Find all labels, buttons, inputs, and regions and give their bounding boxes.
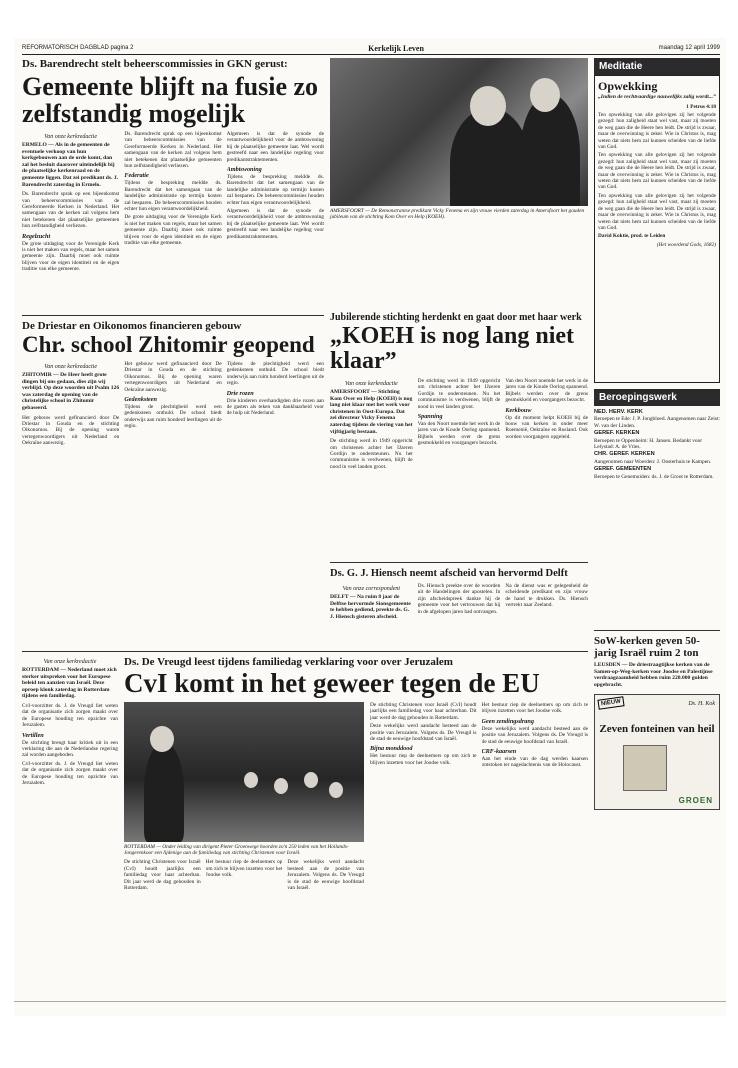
ad-title: Zeven fonteinen van heil <box>599 723 715 736</box>
article-headline[interactable]: CvI komt in het geweer tegen de EU <box>124 668 540 698</box>
article-body: CvI-voorzitter ds. J. de Vreugd liet weten dat de organisatie zich zorgen maakt over de Europese houding ten opzichte van Jeruzalem. <box>22 702 118 729</box>
meditatie-body: Ten opwekking van alle gelovigen zij het volgende gezegd: hun zaligheid staat wel vast, maar zij moeten de weg gaan die de Heere hen leidt. De strijd is zwaar, maar de overwinning is zeker. Wie in Christus is, mag weten dat niets hem zal kunnen scheiden van de liefde van God. <box>598 192 716 231</box>
article-body: Ds. Barendrecht sprak op een bijeenkomst van beheerscommissies van de Gereformeerde Kerken in Nederland. Het samengaan van de kerken zal volgens hem niet betekenen dat plaatselijke gemeenten hun zelfstandigheid verliezen. <box>124 131 222 170</box>
header-date: maandag 12 april 1999 <box>658 45 720 51</box>
article-kicker: Jubilerende stichting herdenkt en gaat door met haar werk <box>330 312 582 323</box>
ad-author: Ds. H. Kok <box>688 701 715 708</box>
article-gkn <box>22 58 324 307</box>
article-lead: ERMELO — Als in de gemeenten de eventuele verkoop van hun kerkgebouwen aan de orde komt, dan zal het besluit daarover uiteindelijk bij de plaatselijke kerkenraad en de gemeente liggen. Dat zei predikant ds. J. Barendrecht zaterdag in Ermelo. <box>22 142 119 188</box>
beroeping-list <box>594 406 720 626</box>
article-body: De stichting Christenen voor Israël (CvI) houdt jaarlijks een familiedag voor haar achterban. Dit jaar werd de dag gehouden in Rotterdam. <box>124 859 201 892</box>
byline: Van onze correspondent <box>342 586 401 592</box>
church-name: GEREF. GEMEENTEN <box>594 466 652 473</box>
photo-amersfoort <box>330 58 588 206</box>
article-body: CvI-voorzitter ds. J. de Vreugd liet weten dat de organisatie zich zorgen maakt over de Europese houding ten opzichte van Jeruzalem. <box>22 760 118 787</box>
article-body: Aan het einde van de dag werden kaarsen ontstoken ter nagedachtenis van de Holocaust. <box>481 756 588 769</box>
church-news: Beroepen te Oppenheim: H. Jansen. Bedankt voor Lelystad: A. de Vries. <box>594 437 703 451</box>
photo-caption: AMERSFOORT — De Remonstrantse predikant Vicky Fenema en zijn vrouw vierden zaterdag in Amersfoort het gouden jubileum van de stichting Kom Over en Help (KOEH). <box>330 208 585 221</box>
meditatie-box <box>594 75 720 383</box>
article-body: Deze wekelijks werd aandacht besteed aan de positie van Jeruzalem. Volgens ds. De Vreugd is de stad de eeuwige hoofdstad van Israël. <box>481 725 588 745</box>
article-body: Drie kinderen overhandigden drie rozen aan de gasten als teken van dankbaarheid voor de hulp uit Nederland. <box>226 397 324 417</box>
meditatie-body: Ten opwekking van alle gelovigen zij het volgende gezegd: hun zaligheid staat wel vast, maar zij moeten de weg gaan die de Heere hen leidt. De strijd is zwaar, maar de overwinning is zeker. Wie in Christus is, mag weten dat niets hem zal kunnen scheiden van de liefde van God. <box>598 112 716 151</box>
byline: Van onze kerkredactie <box>344 381 398 387</box>
article-kicker: Ds. Barendrecht stelt beheerscommissies in GKN gerust: <box>22 58 288 70</box>
publisher-logo: GROEN <box>678 796 713 806</box>
article-body: Na de dienst was er gelegenheid de scheidende predikant en zijn vrouw de hand te drukken. Ds. Hiensch vertrekt naar Zeeland. <box>505 583 589 609</box>
subheading: Gedenksteen <box>124 396 157 404</box>
article-body: Deze wekelijks werd aandacht besteed aan de positie van Jeruzalem. Volgens ds. De Vreugd is de stad de eeuwige hoofdstad van Israël. <box>370 723 477 743</box>
page-footer <box>14 1001 726 1010</box>
subheading: Federatie <box>124 172 149 180</box>
subheading: Kerkbouw <box>505 406 532 414</box>
subheading: Ambtswoning <box>226 166 262 174</box>
ad-badge: NIEUW <box>597 697 624 711</box>
article-body: De stichting werd in 1949 opgericht om christenen achter het IJzeren Gordijn te ondersteunen. Nu het communisme is verdwenen, blijft de nood in veel landen groot. <box>330 438 413 470</box>
article-lead: DELFT — Na ruim 8 jaar de Delftse hervormde Sionsgemeente te hebben gediend, preekte ds. G. J. Hiensch gisteren afscheid. <box>330 594 411 620</box>
article-body: Het gebouw werd gefinancierd door De Driestar in Gouda en de stichting Oikonomos. Bij de opening waren vertegenwoordigers uit Nederland en Oekraïne aanwezig. <box>22 414 120 447</box>
article-body: De stichting werd in 1949 opgericht om christenen achter het IJzeren Gordijn te ondersteunen. Nu het communisme is verdwenen, blijft de nood in veel landen groot. <box>417 378 501 410</box>
subheading: CRF-kaarsen <box>481 748 517 756</box>
section-title: Kerkelijk Leven <box>368 43 424 53</box>
article-lead: ZHITOMIR — De Heer heeft grote dingen bij ons gedaan, dies zijn wij verblijd. Op deze woorden uit Psalm 126 was zaterdag de opening van de christelijke school in Zhitomir gebaseerd. <box>22 372 120 411</box>
article-body: Van den Noort noemde het werk in de jaren van de Koude Oorlog spannend. Bijbels werden over de grens gesmokkeld en voorgangers bezocht. <box>417 421 501 447</box>
article-body: Tijdens de bespreking meldde ds. Barendrecht dat het samengaan van de landelijke administratie op termijn kosten zal besparen. De beheerscommissies houden echter hun eigen verantwoordelijkheid. <box>226 174 324 206</box>
article-body: Algemeen is dat de synode de verantwoordelijkheid voor de ambtswoning bij de plaatselijke gemeente laat. Wel wordt gestreefd naar een landelijke regeling voor predikantstraktementen. <box>226 208 324 240</box>
article-body: De grote uitdaging voor de Verenigde Kerk is niet het maken van regels, maar het samen gemeente zijn. Daarbij moet ook ruimte blijven voor de eigen identiteit en de eigen traditie van elke gemeente. <box>124 214 222 247</box>
article-body: Het bestuur riep de deelnemers op om zich te blijven inzetten voor het Joodse volk. <box>370 753 477 766</box>
byline: Van onze kerkredactie <box>44 364 98 370</box>
article-body: Op dit moment helpt KOEH bij de bouw van kerken in onder meer Roemenië, Oekraïne en Rusland. Ook worden voorgangers opgeleid. <box>505 414 589 440</box>
article-body: De stichting brengt haar kritiek uit in een verklaring die aan de Nederlandse regering zal worden aangeboden. <box>22 739 118 759</box>
article-headline[interactable]: „KOEH is nog lang niet klaar” <box>330 323 575 374</box>
article-zhitomir <box>22 311 324 647</box>
sidebar <box>594 58 720 810</box>
beroeping-banner: Beroepingswerk <box>594 389 720 406</box>
byline: Van onze kerkredactie <box>44 134 98 140</box>
subheading: Spanning <box>417 413 443 421</box>
church-name: GEREF. KERKEN <box>594 430 640 437</box>
book-advertisement[interactable] <box>594 694 720 810</box>
article-body: Het bestuur riep de deelnemers op om zich te blijven inzetten voor het Joodse volk. <box>481 702 588 715</box>
article-sow <box>594 635 720 688</box>
church-news: Beroepen te Genemuiden: ds. J. de Groot te Rotterdam. <box>594 473 714 480</box>
article-body: Tijdens de plechtigheid werd een gedenksteen onthuld. De school biedt onderwijs aan ruim honderd leerlingen uit de regio. <box>226 361 324 387</box>
church-news: Beroepen te Ede: J. P. Jongbloed. Aangenomen naar Zeist: W. van der Linden. <box>594 416 720 429</box>
article-body: De stichting Christenen voor Israël (CvI) houdt jaarlijks een familiedag voor haar achterban. Dit jaar werd de dag gehouden in Rotterdam. <box>370 702 477 721</box>
meditatie-banner: Meditatie <box>594 58 720 75</box>
article-body: Deze wekelijks werd aandacht besteed aan de positie van Jeruzalem. Volgens ds. De Vreugd is de stad de eeuwige hoofdstad van Israël. <box>287 859 365 892</box>
article-body: Tijdens de plechtigheid werd een gedenksteen onthuld. De school biedt onderwijs aan ruim honderd leerlingen uit de regio. <box>124 404 222 430</box>
article-body: Ds. Hiensch preekte over de woorden uit de Handelingen der apostelen. In zijn afscheidspreek dankte hij de gemeente voor het vertrouwen dat hij in de afgelopen jaren had ontvangen. <box>417 583 501 615</box>
running-header <box>22 42 720 55</box>
article-headline[interactable]: Gemeente blijft na fusie zo zelfstandig mogelijk <box>22 72 319 128</box>
meditatie-ref: 1 Petrus 4:18 <box>686 103 716 110</box>
article-body: Algemeen is dat de synode de verantwoordelijkheid voor de ambtswoning bij de plaatselijke gemeente laat. Wel wordt gestreefd naar een landelijke regeling voor predikantstraktementen. <box>226 131 324 163</box>
article-body: Het gebouw werd gefinancierd door De Driestar in Gouda en de stichting Oikonomos. Bij de opening waren vertegenwoordigers uit Nederland en Oekraïne aanwezig. <box>124 361 222 393</box>
main-column <box>22 58 588 938</box>
article-body: De grote uitdaging voor de Verenigde Kerk is niet het maken van regels, maar het samen gemeente zijn. Daarbij moet ook ruimte blijven voor de eigen identiteit en de eigen traditie van elke gemeente. <box>22 240 120 273</box>
article-hiensch <box>330 567 588 647</box>
photo-caption: ROTTERDAM — Onder leiding van dirigent Pieter Groenwege hoorden zo'n 250 leden van het Hollands-Jongerenkoor een lijdenige aan de familiedag van stichting Christenen voor Israël. <box>124 844 349 857</box>
newspaper-page <box>14 38 726 1016</box>
article-body: Ds. Barendrecht sprak op een bijeenkomst van beheerscommissies van de Gereformeerde Kerken in Nederland. Het samengaan van de kerken zal volgens hem niet betekenen dat plaatselijke gemeenten hun zelfstandigheid verliezen. <box>22 191 120 230</box>
byline: Van onze kerkredactie <box>43 659 97 665</box>
book-cover-icon <box>623 745 667 791</box>
subheading: Geen zendingsdrang <box>481 717 534 725</box>
church-news: Aangenomen naar Woerden: J. Oosterhuis te Kampen. <box>594 458 712 465</box>
article-lead: AMERSFOORT — Stichting Kom Over en Help (KOEH) is nog lang niet klaar met het werk voor christenen in Oost-Europa. Dat zei directeur Vicky Fenema zaterdag tijdens de viering van het vijftigjarig bestaan. <box>330 389 413 435</box>
article-body: Het bestuur riep de deelnemers op om zich te blijven inzetten voor het Joodse volk. <box>205 859 283 879</box>
subheading: Regelzucht <box>22 232 51 240</box>
meditatie-body: Ten opwekking van alle gelovigen zij het volgende gezegd: hun zaligheid staat wel vast, maar zij moeten de weg gaan die de Heere hen leidt. De strijd is zwaar, maar de overwinning is zeker. Wie in Christus is, mag weten dat niets hem zal kunnen scheiden van de liefde van God. <box>598 152 716 191</box>
church-name: NED. HERV. KERK <box>594 409 643 415</box>
subheading: Vertillen <box>22 731 44 739</box>
subheading: Drie rozen <box>226 389 254 397</box>
article-lead: LEUSDEN — De driestraagtijkse kerken van de Samen-op-Weg-kerken voor Joodse en Palestijnse verdraagzaamheid hebben ruim 220.000 gulden opgebracht. <box>594 662 713 688</box>
header-left: REFORMATORISCH DAGBLAD pagina 2 <box>22 45 134 51</box>
meditatie-quote: „Indien de rechtvaardige nauwelijks zalig wordt...” <box>598 94 716 100</box>
photo-rotterdam <box>124 702 364 842</box>
article-cvi <box>22 656 588 938</box>
article-headline[interactable]: Chr. school Zhitomir geopend <box>22 332 315 357</box>
photo-block-koeh <box>330 58 588 307</box>
meditatie-source: (Het woordend Gods, 1682) <box>656 241 716 248</box>
article-body: Tijdens de bespreking meldde ds. Barendrecht dat het samengaan van de landelijke administratie op termijn kosten zal besparen. De beheerscommissies houden echter hun eigen verantwoordelijkheid. <box>124 180 222 213</box>
article-koeh <box>330 311 588 647</box>
article-lead: ROTTERDAM — Nederland moet zich sterker uitspreken voor het Europese beleid ten aanzien van Israël. Deze oproep klonk zaterdag in Rotterdam tijdens een familiedag. <box>22 667 117 700</box>
article-kicker: De Driestar en Oikonomos financieren gebouw <box>22 320 242 332</box>
article-kicker: Ds. De Vreugd leest tijdens familiedag verklaring voor over Jeruzalem <box>124 656 453 668</box>
subheading: Bijna monddood <box>370 745 413 753</box>
meditatie-author: David Koktie, prod. te Leiden <box>598 233 666 240</box>
article-headline[interactable]: Ds. G. J. Hiensch neemt afscheid van hervormd Delft <box>330 568 568 579</box>
article-headline[interactable]: SoW-kerken geven 50-jarig Israël ruim 2 ton <box>594 635 700 659</box>
church-name: CHR. GEREF. KERKEN <box>594 451 655 458</box>
article-body: Van den Noort noemde het werk in de jaren van de Koude Oorlog spannend. Bijbels werden over de grens gesmokkeld en voorgangers bezocht. <box>505 378 589 404</box>
meditatie-title[interactable]: Opwekking <box>598 79 658 93</box>
